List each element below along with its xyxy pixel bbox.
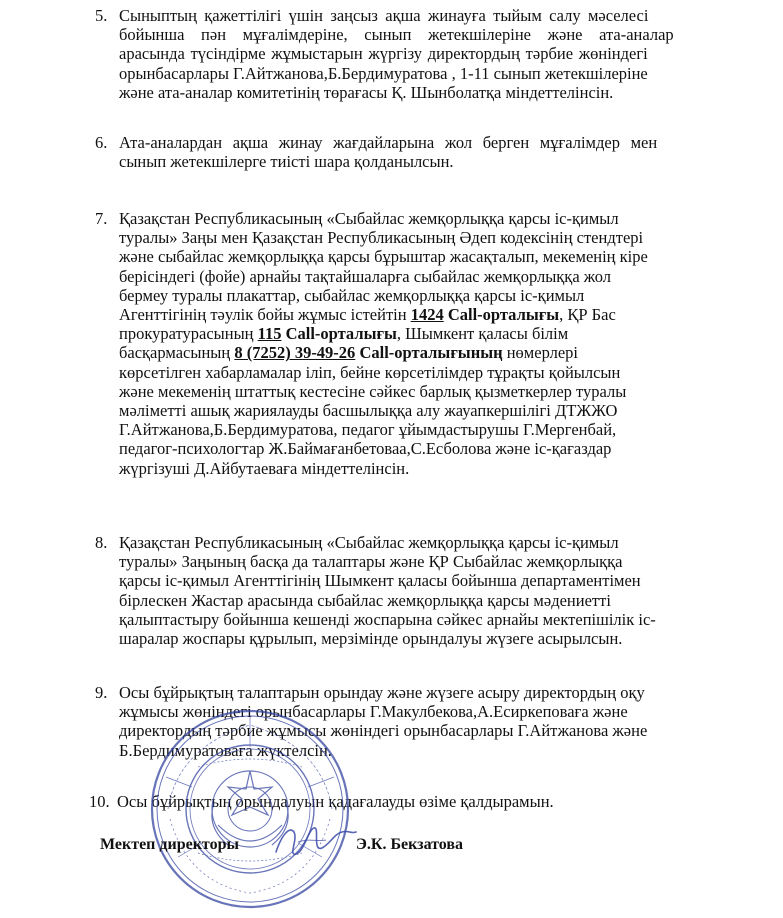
text-fragment: прокуратурасының bbox=[119, 324, 258, 344]
text-line: және ата-аналар комитетінің төрағасы Қ. Шынболатқа міндеттелінсін. bbox=[119, 82, 614, 102]
item-text bbox=[119, 6, 729, 102]
text-line: Осы бұйрықтың орындалуын қадағалауды өзіме қалдырамын. bbox=[117, 792, 554, 811]
hotline-number-1424: 1424 bbox=[410, 305, 444, 325]
text-line: туралы» Заңының басқа да талаптары және ҚР Сыбайлас жемқорлыққа bbox=[119, 552, 623, 572]
official-stamp-seal bbox=[148, 707, 353, 912]
text-line: Сыныптың қажеттілігі үшін заңсыз ақша жинауға тыйым салу мәселесі bbox=[119, 6, 649, 25]
hotline-number-115: 115 bbox=[257, 324, 282, 344]
text-line: Қазақстан Республикасының «Сыбайлас жемқорлыққа қарсы іс-қимыл bbox=[119, 209, 619, 228]
text-line: туралы» Заңы мен Қазақстан Республикасының Әдеп кодексінің стендтері bbox=[119, 228, 644, 248]
item-number: 5. bbox=[95, 6, 108, 25]
text-line: жүргізуші Д.Айбутаеваға міндеттелінсін. bbox=[119, 458, 410, 478]
text-line: және сыбайлас жемқорлыққа қарсы бұрыштар жасақталып, мекеменің кіре bbox=[119, 247, 648, 267]
text-line-hotline-115 bbox=[119, 324, 729, 343]
text-line-hotline-1424 bbox=[119, 305, 729, 324]
text-line: қалыптастыру бойынша кешенді жоспарына сәйкес арнайы мектепішілік іс- bbox=[119, 609, 656, 629]
text-line: орынбасарлары Г.Айтжанова,Б.Бердимуратова , 1-11 сынып жетекшілеріне bbox=[119, 63, 648, 83]
hotline-label: Call-орталығының bbox=[355, 343, 503, 363]
text-fragment: нөмерлері bbox=[502, 343, 578, 363]
item-number: 10. bbox=[89, 792, 110, 811]
text-fragment: Агенттігінің тәулік бойы жұмыс істейтін bbox=[119, 305, 411, 325]
text-line: Осы бұйрықтың талаптарын орындау және жүзеге асыру директордың оқу bbox=[119, 683, 645, 702]
item-text bbox=[119, 133, 729, 171]
hotline-number-city: 8 (7252) 39-49-26 bbox=[234, 343, 356, 363]
text-line: көрсетілген хабарламалар іліп, бейне көрсетілімдер тұрақты қойылсын bbox=[119, 362, 621, 382]
hotline-label: Call-орталығы bbox=[443, 305, 560, 325]
text-line: Қазақстан Республикасының «Сыбайлас жемқорлыққа қарсы іс-қимыл bbox=[119, 533, 619, 552]
text-line: қарсы іс-қимыл Агенттігінің Шымкент қаласы бойынша департаментімен bbox=[119, 571, 641, 591]
text-line: берісіндегі (фойе) арнайы тақтайшаларға сыбайлас жемқорлыққа жол bbox=[119, 266, 612, 286]
text-line-hotline-city bbox=[119, 343, 729, 362]
text-fragment: , Шымкент қаласы білім bbox=[396, 324, 569, 344]
text-fragment: , ҚР Бас bbox=[559, 305, 616, 325]
hotline-label: Call-орталығы bbox=[281, 324, 397, 344]
item-number: 9. bbox=[95, 683, 108, 702]
signature-block bbox=[100, 836, 700, 860]
text-fragment: басқармасының bbox=[119, 343, 235, 363]
text-line: жұмысы жөніндегі орынбасарлары Г.Макулбекова,А.Есиркеповаға және bbox=[119, 702, 628, 722]
text-line: директордың тәрбие жұмысы жөніндегі орынбасарлары Г.Айтжанова және bbox=[119, 721, 648, 741]
text-line: бойынша пән мұғалімдеріне, сынып жетекшілеріне және ата-аналар bbox=[119, 25, 674, 45]
text-line: арасында түсіндірме жұмыстарын жүргізу директордың тәрбие жөніндегі bbox=[119, 44, 648, 64]
signatory-name: Э.К. Бекзатова bbox=[356, 836, 464, 853]
text-line: және мекеменің штаттық кестесіне сәйкес барлық қызметкерлер туралы bbox=[119, 381, 627, 401]
text-line: бірлескен Жастар арасында сыбайлас жемқорлыққа қарсы мәдениетті bbox=[119, 590, 611, 610]
item-number: 7. bbox=[95, 209, 108, 228]
text-line: педагог-психологтар Ж.Баймағанбетоваа,С.Есболова және іс-қағаздар bbox=[119, 439, 612, 459]
text-line: мәліметті ашық жариялауды басшылыққа алу жауапкершілігі ДТЖЖО bbox=[119, 401, 618, 421]
text-line: Ата-аналардан ақша жинау жағдайларына жол берген мұғалімдер мен bbox=[119, 133, 658, 152]
text-line: шаралар жоспары құрылып, мерзімінде орындалуы жүзеге асырылсын. bbox=[119, 629, 623, 649]
signatory-title: Мектеп директоры bbox=[100, 836, 239, 853]
text-line: сынып жетекшілерге тиісті шара қолданылсын. bbox=[119, 152, 454, 172]
text-line: Г.Айтжанова,Б.Бердимуратова, педагог ұйымдастырушы Г.Мергенбай, bbox=[119, 420, 617, 440]
item-text bbox=[119, 209, 729, 478]
text-line: бермеу туралы плакаттар, сыбайлас жемқорлыққа қарсы іс-қимыл bbox=[119, 285, 585, 305]
text-line: Б.Бердимуратоваға жүктелсін. bbox=[119, 740, 332, 760]
item-number: 6. bbox=[95, 133, 108, 152]
item-number: 8. bbox=[95, 533, 108, 552]
item-text bbox=[119, 533, 729, 648]
